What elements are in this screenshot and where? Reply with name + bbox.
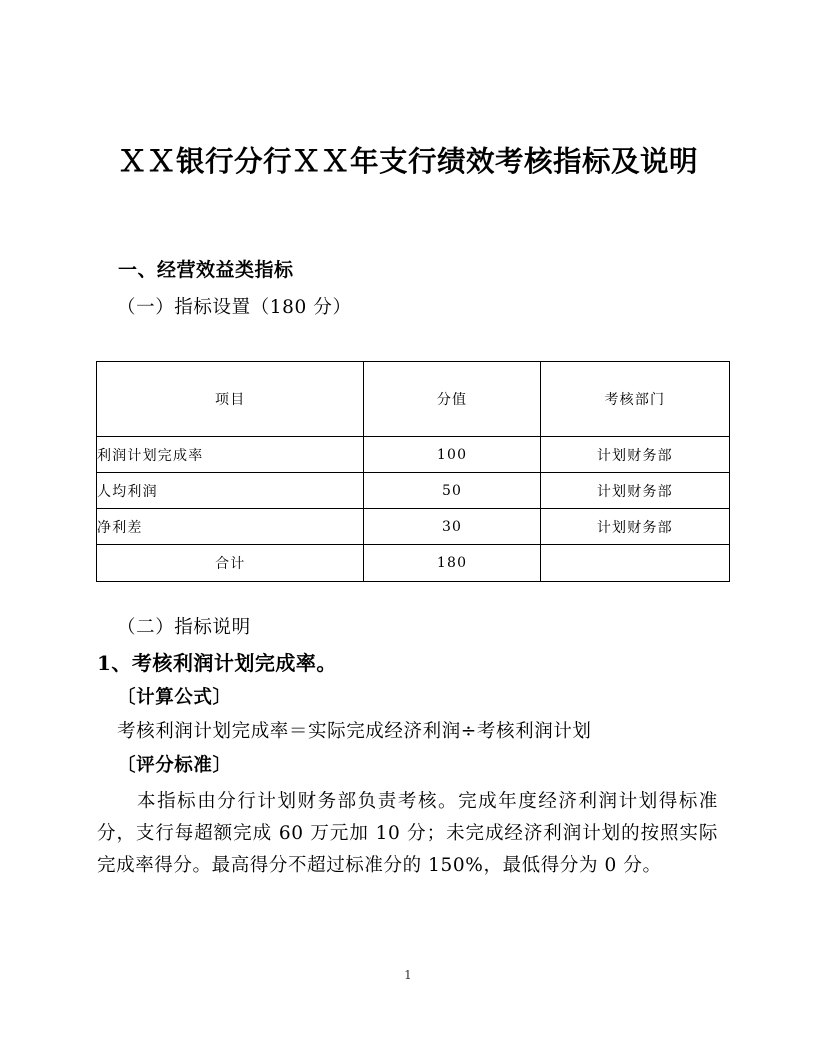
cell-total-department <box>540 545 729 582</box>
explanation-item-title: 1、考核利润计划完成率。 <box>97 651 337 675</box>
subheading-indicator-explanation: （二）指标说明 <box>117 617 251 638</box>
cell-item: 净利差 <box>97 509 364 545</box>
cell-item: 人均利润 <box>97 473 364 509</box>
formula-text: 考核利润计划完成率＝实际完成经济利润÷考核利润计划 <box>117 721 592 742</box>
table-row <box>97 437 730 473</box>
subheading-indicator-setup: （一）指标设置（180 分） <box>117 297 352 318</box>
column-header-department: 考核部门 <box>540 362 729 437</box>
column-header-score: 分值 <box>364 362 540 437</box>
table-total-row <box>97 545 730 582</box>
column-header-item: 项目 <box>97 362 364 437</box>
cell-item: 利润计划完成率 <box>97 437 364 473</box>
page-title: ＸＸ银行分行ＸＸ年支行绩效考核指标及说明 <box>117 144 698 178</box>
cell-department: 计划财务部 <box>540 437 729 473</box>
criteria-text: 本指标由分行计划财务部负责考核。完成年度经济利润计划得标准分，支行每超额完成 60 万元加 10 分；未完成经济利润计划的按照实际完成率得分。最高得分不超过标准分的 150%，最低得分为 0 分。 <box>97 791 718 876</box>
cell-score: 30 <box>364 509 540 545</box>
cell-total-score: 180 <box>364 545 540 582</box>
table-row <box>97 509 730 545</box>
cell-total-label: 合计 <box>97 545 364 582</box>
cell-department: 计划财务部 <box>540 473 729 509</box>
cell-department: 计划财务部 <box>540 509 729 545</box>
cell-score: 50 <box>364 473 540 509</box>
table-header-row <box>97 362 730 437</box>
criteria-label: 〔评分标准〕 <box>117 755 232 776</box>
page-number: 1 <box>404 968 412 982</box>
cell-score: 100 <box>364 437 540 473</box>
formula-label: 〔计算公式〕 <box>117 687 232 708</box>
section-heading-operating-benefit: 一、经营效益类指标 <box>118 259 294 281</box>
indicator-score-table <box>96 361 730 582</box>
table-row <box>97 473 730 509</box>
